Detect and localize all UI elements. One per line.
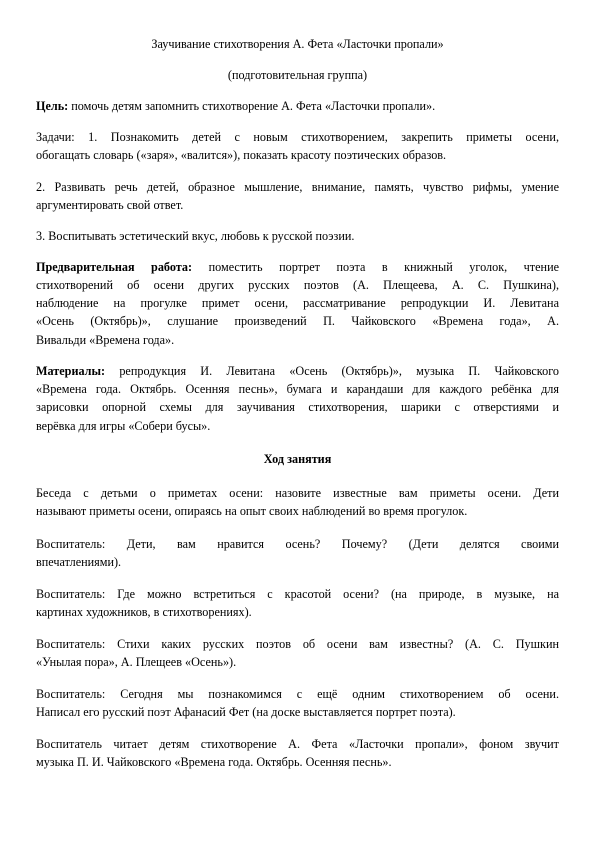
- task3-line: 3. Воспитывать эстетический вкус, любовь к русской поэзии.: [36, 229, 355, 243]
- task2-line-2: аргументировать свой ответ.: [36, 198, 184, 212]
- question3-line-1: Воспитатель: Стихи каких русских поэтов об осени вам известны? (А. С. Пушкин: [36, 637, 559, 651]
- question3-line-2: «Унылая пора», А. Плещеев «Осень»).: [36, 655, 237, 669]
- document-title: Заучивание стихотворения А. Фета «Ласточки пропали»: [151, 37, 444, 51]
- question1-line-2: впечатлениями).: [36, 555, 122, 569]
- preliminary-line-2: стихотворений об осени других русских поэтов (А. Плещеева, А. С. Пушкина),: [36, 278, 559, 292]
- task2-line-1: 2. Развивать речь детей, образное мышление, внимание, память, чувство рифмы, умение: [36, 180, 559, 194]
- preliminary-text: поместить портрет поэта в книжный уголок, чтение: [192, 260, 559, 274]
- preliminary-line-3: наблюдение на прогулке примет осени, рассматривание репродукции И. Левитана: [36, 296, 559, 310]
- question4-line-1: Воспитатель: Сегодня мы познакомимся с ещё одним стихотворением об осени.: [36, 687, 559, 701]
- question2-line-2: картинах художников, в стихотворениях).: [36, 605, 252, 619]
- materials-line-2: «Времена года. Октябрь. Осенняя песнь», бумага и карандаши для каждого ребёнка для: [36, 382, 559, 396]
- conversation-line-1: Беседа с детьми о приметах осени: назовите известные вам приметы осени. Дети: [36, 486, 559, 500]
- materials-line-4: верёвка для игры «Собери бусы».: [36, 419, 211, 433]
- goal-label: Цель:: [36, 99, 69, 113]
- section-heading-text: Ход занятия: [263, 452, 332, 466]
- document-subtitle: (подготовительная группа): [227, 68, 368, 82]
- preliminary-line-5: Вивальди «Времена года».: [36, 333, 175, 347]
- tasks-line-1: Задачи: 1. Познакомить детей с новым стихотворением, закрепить приметы осени,: [36, 130, 559, 144]
- goal-text: помочь детям запомнить стихотворение А. Фета «Ласточки пропали».: [68, 99, 436, 113]
- preliminary-line-1: [36, 260, 559, 275]
- conversation-line-2: называют приметы осени, опираясь на опыт своих наблюдений во время прогулок.: [36, 504, 468, 518]
- materials-line-1: [36, 364, 559, 379]
- materials-label: Материалы:: [36, 364, 106, 378]
- tasks-line-2: обогащать словарь («заря», «валится»), показать красоту поэтических образов.: [36, 148, 447, 162]
- goal-paragraph: [36, 99, 559, 114]
- reading-line-1: Воспитатель читает детям стихотворение А. Фета «Ласточки пропали», фоном звучит: [36, 737, 559, 751]
- materials-text: репродукция И. Левитана «Осень (Октябрь)», музыка П. Чайковского: [105, 364, 559, 378]
- question2-line-1: Воспитатель: Где можно встретиться с красотой осени? (на природе, в музыке, на: [36, 587, 559, 601]
- question1-line-1: Воспитатель: Дети, вам нравится осень? Почему? (Дети делятся своими: [36, 537, 559, 551]
- section-heading: [36, 452, 559, 467]
- question4-line-2: Написал его русский поэт Афанасий Фет (на доске выставляется портрет поэта).: [36, 705, 456, 719]
- materials-line-3: зарисовки опорной схемы для заучивания стихотворения, шарики с отверстиями и: [36, 400, 559, 414]
- reading-line-2: музыка П. И. Чайковского «Времена года. Октябрь. Осенняя песнь».: [36, 755, 392, 769]
- preliminary-line-4: «Осень (Октябрь)», слушание произведений П. Чайковского «Времена года», А.: [36, 314, 559, 328]
- preliminary-label: Предварительная работа:: [36, 260, 193, 274]
